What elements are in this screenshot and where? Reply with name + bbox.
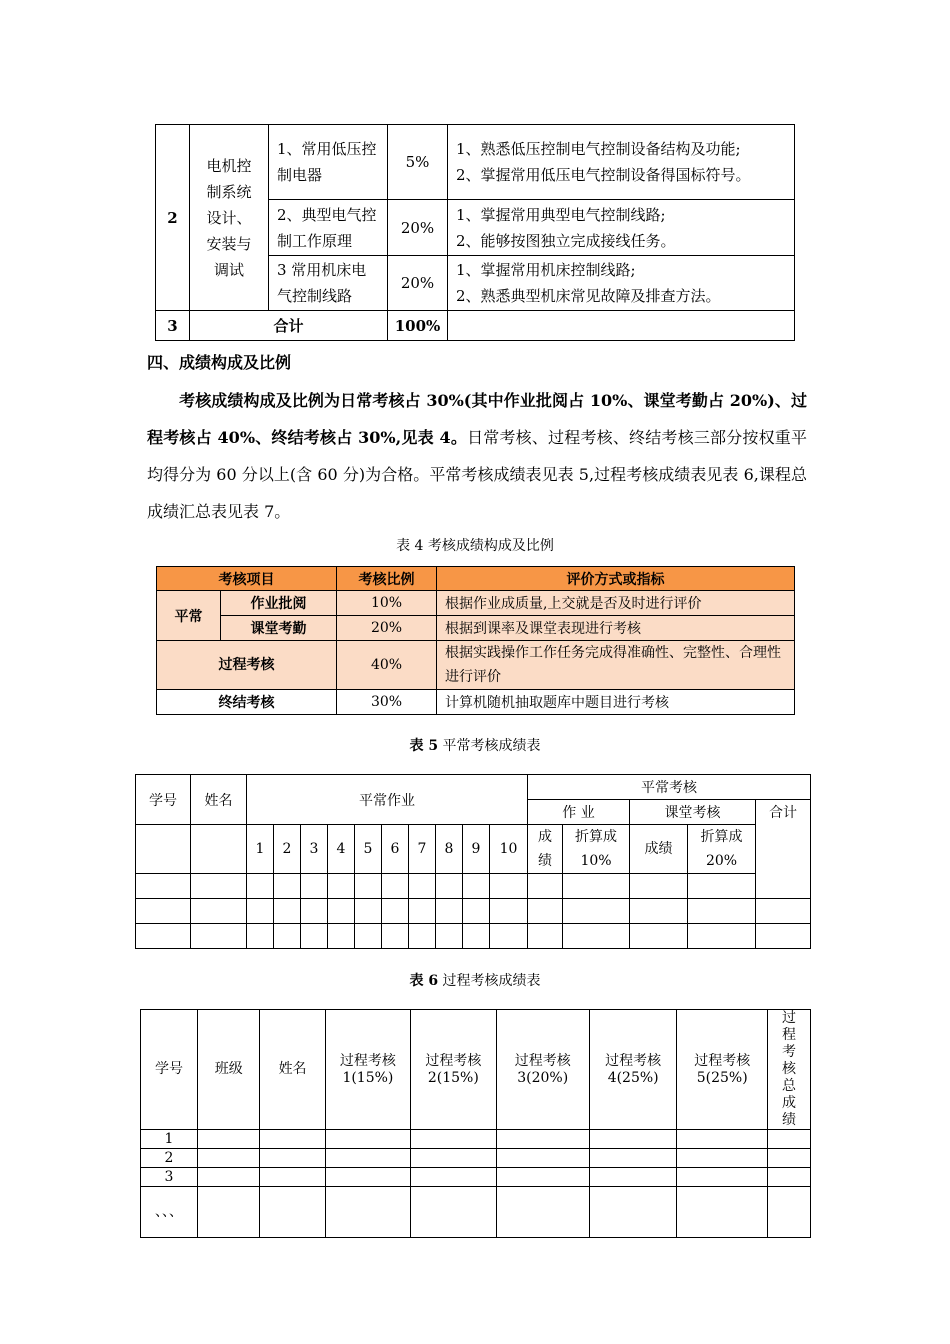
sub-score: 成绩 [528, 825, 563, 874]
paragraph-bold: 考核成绩构成及比例为日常考核占 30%(其中作业批阅占 10%、课堂考勤占 20%)、过程考核占 40%、终结考核占 30%,见表 4。 [147, 391, 807, 447]
header-id: 学号 [141, 1010, 198, 1130]
num-cell: 6 [382, 825, 409, 874]
section-heading: 四、成绩构成及比例 [147, 353, 292, 372]
topic-cell: 1、常用低压控制电器 [269, 125, 388, 200]
req-line: 1、熟悉低压控制电气控制设备结构及功能; [456, 140, 741, 158]
table-row [141, 1168, 811, 1187]
req-cell [448, 125, 795, 200]
req-cell [448, 200, 795, 256]
req-line: 2、掌握常用低压电气控制设备得国标符号。 [456, 166, 751, 184]
ratio-cell: 30% [337, 690, 437, 715]
item-cell: 终结考核 [157, 690, 337, 715]
sub-conv20: 折算成 20% [688, 825, 756, 874]
desc-cell: 根据实践操作工作任务完成得准确性、完整性、合理性进行评价 [437, 641, 795, 690]
paragraph-normal: 日常考核、过程考核、终结考核三部分按权重平均得分为 60 分以上(含 60 分)为合格。平常考核成绩表见表 5,过程考核成绩表见表 6,课程总成绩汇总表见表 7。 [147, 428, 807, 521]
col-homework: 平常作业 [247, 775, 528, 825]
table-row [157, 591, 795, 616]
desc-cell: 计算机随机抽取题库中题目进行考核 [437, 690, 795, 715]
row-number: 2 [156, 125, 190, 311]
ratio-cell: 40% [337, 641, 437, 690]
req-cell [448, 256, 795, 311]
section-label: 电机控制系统设计、安装与调试 [206, 156, 252, 279]
table-row [157, 690, 795, 715]
empty-cell [136, 825, 191, 874]
topic-cell: 3 常用机床电气控制线路 [269, 256, 388, 311]
pct-cell: 20% [388, 256, 448, 311]
header-class: 班级 [198, 1010, 260, 1130]
empty-cell [448, 311, 795, 341]
ratio-cell: 20% [337, 616, 437, 641]
col-id: 学号 [136, 775, 191, 825]
topic-cell: 2、典型电气控制工作原理 [269, 200, 388, 256]
table-row [136, 899, 811, 924]
num-cell: 10 [490, 825, 528, 874]
table-row [157, 641, 795, 690]
req-line: 2、能够按图独立完成接线任务。 [456, 231, 676, 250]
header-p5: 过程考核 5(25%) [677, 1010, 768, 1130]
item-cell: 过程考核 [157, 641, 337, 690]
table-header-row [157, 567, 795, 591]
sub-conv10: 折算成 10% [563, 825, 630, 874]
table-row [141, 1149, 811, 1168]
num-cell: 5 [355, 825, 382, 874]
header-desc: 评价方式或指标 [437, 567, 795, 591]
col-regular: 平常考核 [528, 775, 811, 800]
header-total: 过程考核总成绩 [768, 1010, 811, 1130]
section-cell [190, 125, 269, 311]
table-row [136, 874, 811, 899]
total-pct: 100% [388, 311, 448, 341]
num-cell: 2 [274, 825, 301, 874]
header-item: 考核项目 [157, 567, 337, 591]
group-label: 平常 [157, 591, 221, 641]
header-ratio: 考核比例 [337, 567, 437, 591]
table6-caption [0, 970, 950, 990]
header-p4: 过程考核 4(25%) [589, 1010, 676, 1130]
regular-score-table [135, 774, 811, 949]
caption-bold: 表 5 [409, 738, 439, 754]
req-line: 1、掌握常用典型电气控制线路; [456, 205, 666, 224]
process-score-table [140, 1009, 811, 1238]
total-row-number: 3 [156, 311, 190, 341]
row-id: 2 [141, 1149, 198, 1168]
table-row [141, 1187, 811, 1238]
header-p1: 过程考核 1(15%) [325, 1010, 410, 1130]
ratio-cell: 10% [337, 591, 437, 616]
req-line: 1、掌握常用机床控制线路; [456, 261, 636, 279]
caption-rest: 过程考核成绩表 [438, 973, 541, 989]
body-paragraph [147, 382, 807, 530]
num-cell: 4 [328, 825, 355, 874]
table-row [136, 924, 811, 949]
pct-cell: 20% [388, 200, 448, 256]
row-id: 、、、 [141, 1187, 198, 1238]
course-content-table [155, 124, 795, 341]
caption-bold: 表 6 [409, 973, 439, 989]
item-cell: 作业批阅 [221, 591, 337, 616]
row-id: 3 [141, 1168, 198, 1187]
num-cell: 3 [301, 825, 328, 874]
req-line: 2、熟悉典型机床常见故障及排查方法。 [456, 287, 721, 305]
col-hw: 作 业 [528, 800, 630, 825]
total-label: 合计 [190, 311, 388, 341]
row-id: 1 [141, 1130, 198, 1149]
num-cell: 9 [463, 825, 490, 874]
pct-cell: 5% [388, 125, 448, 200]
caption-rest: 平常考核成绩表 [438, 738, 541, 754]
item-cell: 课堂考勤 [221, 616, 337, 641]
header-name: 姓名 [260, 1010, 325, 1130]
desc-cell: 根据作业成质量,上交就是否及时进行评价 [437, 591, 795, 616]
table5-caption [0, 735, 950, 755]
empty-cell [191, 825, 247, 874]
sub-score2: 成绩 [630, 825, 688, 874]
col-attend: 课堂考核 [630, 800, 756, 825]
table-row [157, 616, 795, 641]
table-row [141, 1130, 811, 1149]
header-p3: 过程考核 3(20%) [496, 1010, 589, 1130]
num-cell: 8 [436, 825, 463, 874]
col-name: 姓名 [191, 775, 247, 825]
num-cell: 7 [409, 825, 436, 874]
col-total: 合计 [756, 800, 811, 899]
num-cell: 1 [247, 825, 274, 874]
table4-caption: 表 4 考核成绩构成及比例 [396, 538, 554, 554]
desc-cell: 根据到课率及课堂表现进行考核 [437, 616, 795, 641]
score-ratio-table [156, 566, 795, 715]
header-p2: 过程考核 2(15%) [411, 1010, 496, 1130]
